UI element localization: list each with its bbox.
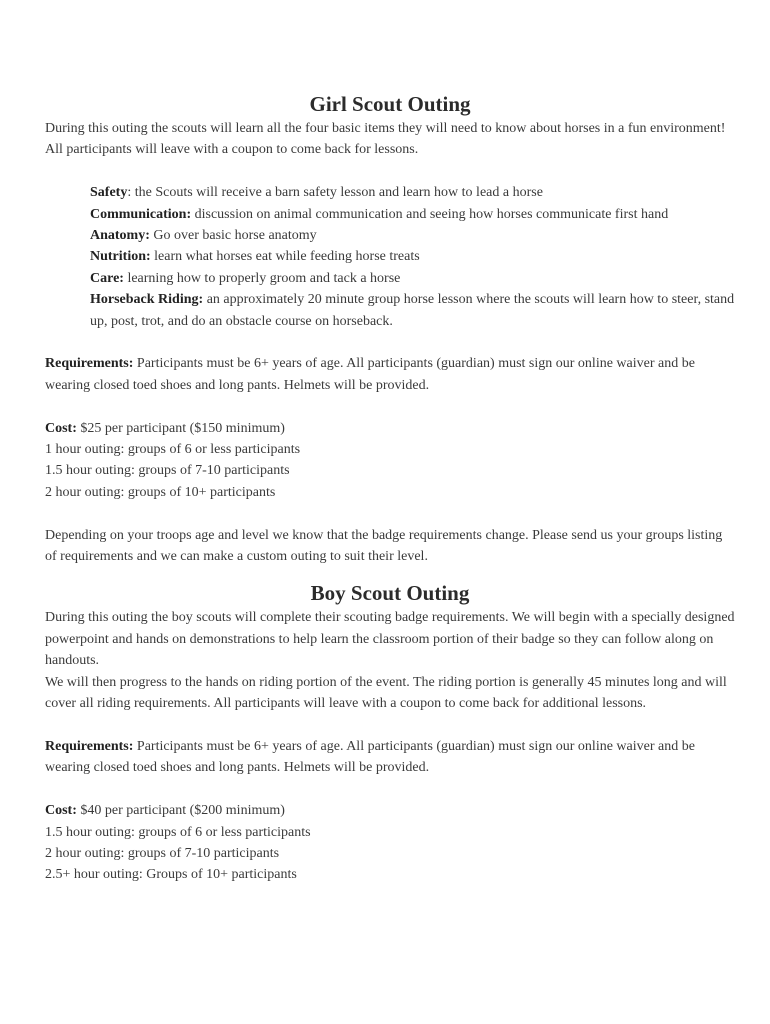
topic-item (90, 182, 735, 203)
topic-item (90, 289, 735, 332)
cost-label: Cost: (45, 420, 77, 436)
topic-text: : the Scouts will receive a barn safety lesson and learn how to lead a horse (127, 185, 543, 201)
topic-text: learning how to properly groom and tack a horse (123, 270, 401, 286)
topic-label: Care: (90, 270, 124, 286)
requirements-text: Participants must be 6+ years of age. All participants (guardian) must sign our online waiver and be wearing closed toed shoes and long pants. Helmets will be provided. (45, 738, 695, 776)
boy-scout-section (45, 579, 735, 885)
cost-text: $40 per participant ($200 minimum) (76, 803, 285, 819)
cost-line: 2 hour outing: groups of 10+ participants (45, 484, 276, 500)
boy-scout-title: Boy Scout Outing (310, 581, 470, 606)
girl-scout-requirements (45, 353, 735, 396)
boy-scout-cost (45, 800, 735, 821)
cost-line: 2 hour outing: groups of 7-10 participants (45, 845, 280, 861)
requirements-label: Requirements: (45, 356, 134, 372)
girl-scout-topic-list (45, 182, 735, 332)
topic-label: Anatomy: (90, 228, 150, 244)
girl-scout-title: Girl Scout Outing (309, 92, 471, 116)
topic-label: Safety (90, 185, 128, 201)
girl-scout-cost (45, 418, 735, 439)
topic-text: an approximately 20 minute group horse lesson where the scouts will learn how to steer, stand up, post, trot, and do an obstacle course on horseback. (90, 292, 735, 329)
topic-text: discussion on animal communication and seeing how horses communicate first hand (191, 206, 669, 222)
cost-line: 1.5 hour outing: groups of 6 or less participants (45, 824, 311, 840)
requirements-text: Participants must be 6+ years of age. All participants (guardian) must sign our online waiver and be wearing closed toed shoes and long pants. Helmets will be provided. (45, 356, 695, 393)
document-page (45, 90, 735, 886)
cost-line: 1 hour outing: groups of 6 or less participants (45, 442, 301, 458)
topic-text: learn what horses eat while feeding horse treats (150, 249, 420, 265)
topic-item (90, 268, 735, 289)
boy-scout-intro-riding: We will then progress to the hands on riding portion of the event. The riding portion is generally 45 minutes long and will cover all riding requirements. All participants will leave with a coupon to come back for additional lessons. (45, 674, 727, 712)
requirements-label: Requirements: (45, 738, 134, 754)
cost-text: $25 per participant ($150 minimum) (76, 420, 285, 436)
topic-item (90, 246, 735, 267)
topic-item (90, 225, 735, 246)
topic-label: Communication: (90, 206, 192, 222)
cost-line: 2.5+ hour outing: Groups of 10+ participants (45, 867, 297, 883)
girl-scout-intro: During this outing the scouts will learn all the four basic items they will need to know about horses in a fun environment! All participants will leave with a coupon to come back for lessons. (45, 121, 726, 158)
topic-label: Nutrition: (90, 249, 151, 265)
topic-text: Go over basic horse anatomy (149, 228, 317, 244)
girl-scout-section (45, 90, 735, 567)
cost-label: Cost: (45, 803, 77, 819)
boy-scout-intro: During this outing the boy scouts will complete their scouting badge requirements. We will begin with a specially designed powerpoint and hands on demonstrations to help learn the classroom portion of their badge so they can follow along on handouts. (45, 610, 735, 669)
boy-scout-requirements (45, 736, 735, 779)
topic-item (90, 204, 735, 225)
girl-scout-note: Depending on your troops age and level we know that the badge requirements change. Please send us your groups listing of requirements and we can make a custom outing to suit their level. (45, 527, 723, 565)
topic-label: Horseback Riding: (90, 292, 204, 308)
cost-line: 1.5 hour outing: groups of 7-10 participants (45, 463, 290, 479)
